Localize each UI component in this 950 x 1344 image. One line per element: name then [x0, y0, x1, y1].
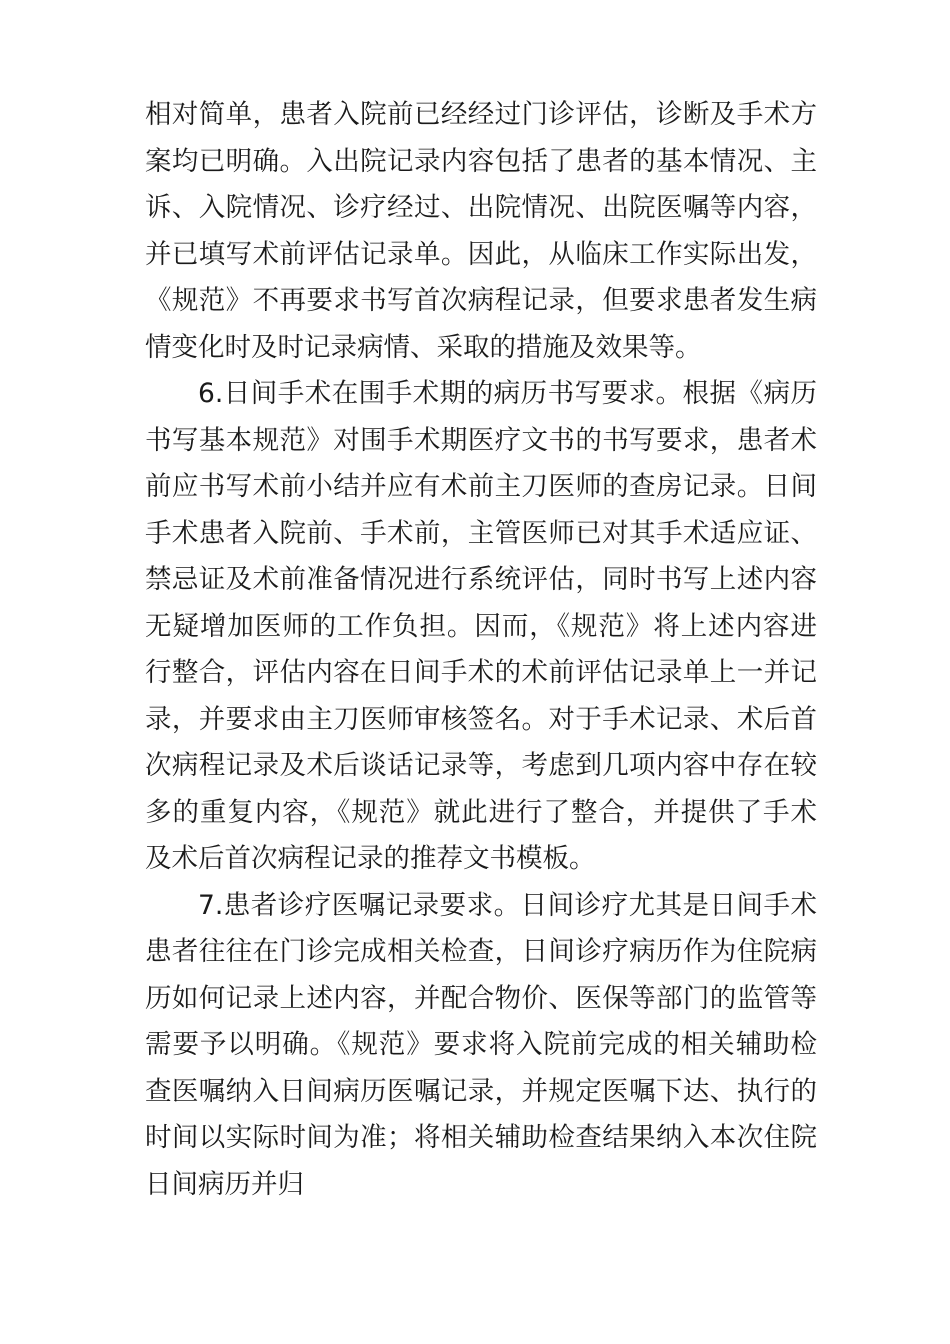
paragraph-continuation: 相对简单，患者入院前已经经过门诊评估，诊断及手术方案均已明确。入出院记录内容包括了患者的基本情况、主诉、入院情况、诊疗经过、出院情况、出院医嘱等内容，并已填写术前评估记录单。因此，从临床工作实际出发，《规范》不再要求书写首次病程记录，但要求患者发生病情变化时及时记录病情、采取的措施及效果等。 [145, 99, 817, 363]
paragraph-item-7: 7.患者诊疗医嘱记录要求。日间诊疗尤其是日间手术患者往往在门诊完成相关检查，日间诊疗病历作为住院病历如何记录上述内容，并配合物价、医保等部门的监管等需要予以明确。《规范》要求将入院前完成的相关辅助检查医嘱纳入日间病历医嘱记录，并规定医嘱下达、执行的时间以实际时间为准；将相关辅助检查结果纳入本次住院日间病历并归 [145, 889, 817, 1200]
document-body [145, 92, 817, 1208]
paragraph-item-6: 6.日间手术在围手术期的病历书写要求。根据《病历书写基本规范》对围手术期医疗文书的书写要求，患者术前应书写术前小结并应有术前主刀医师的查房记录。日间手术患者入院前、手术前，主管医师已对其手术适应证、禁忌证及术前准备情况进行系统评估，同时书写上述内容无疑增加医师的工作负担。因而，《规范》将上述内容进行整合，评估内容在日间手术的术前评估记录单上一并记录，并要求由主刀医师审核签名。对于手术记录、术后首次病程记录及术后谈话记录等，考虑到几项内容中存在较多的重复内容，《规范》就此进行了整合，并提供了手术及术后首次病程记录的推荐文书模板。 [145, 378, 817, 874]
